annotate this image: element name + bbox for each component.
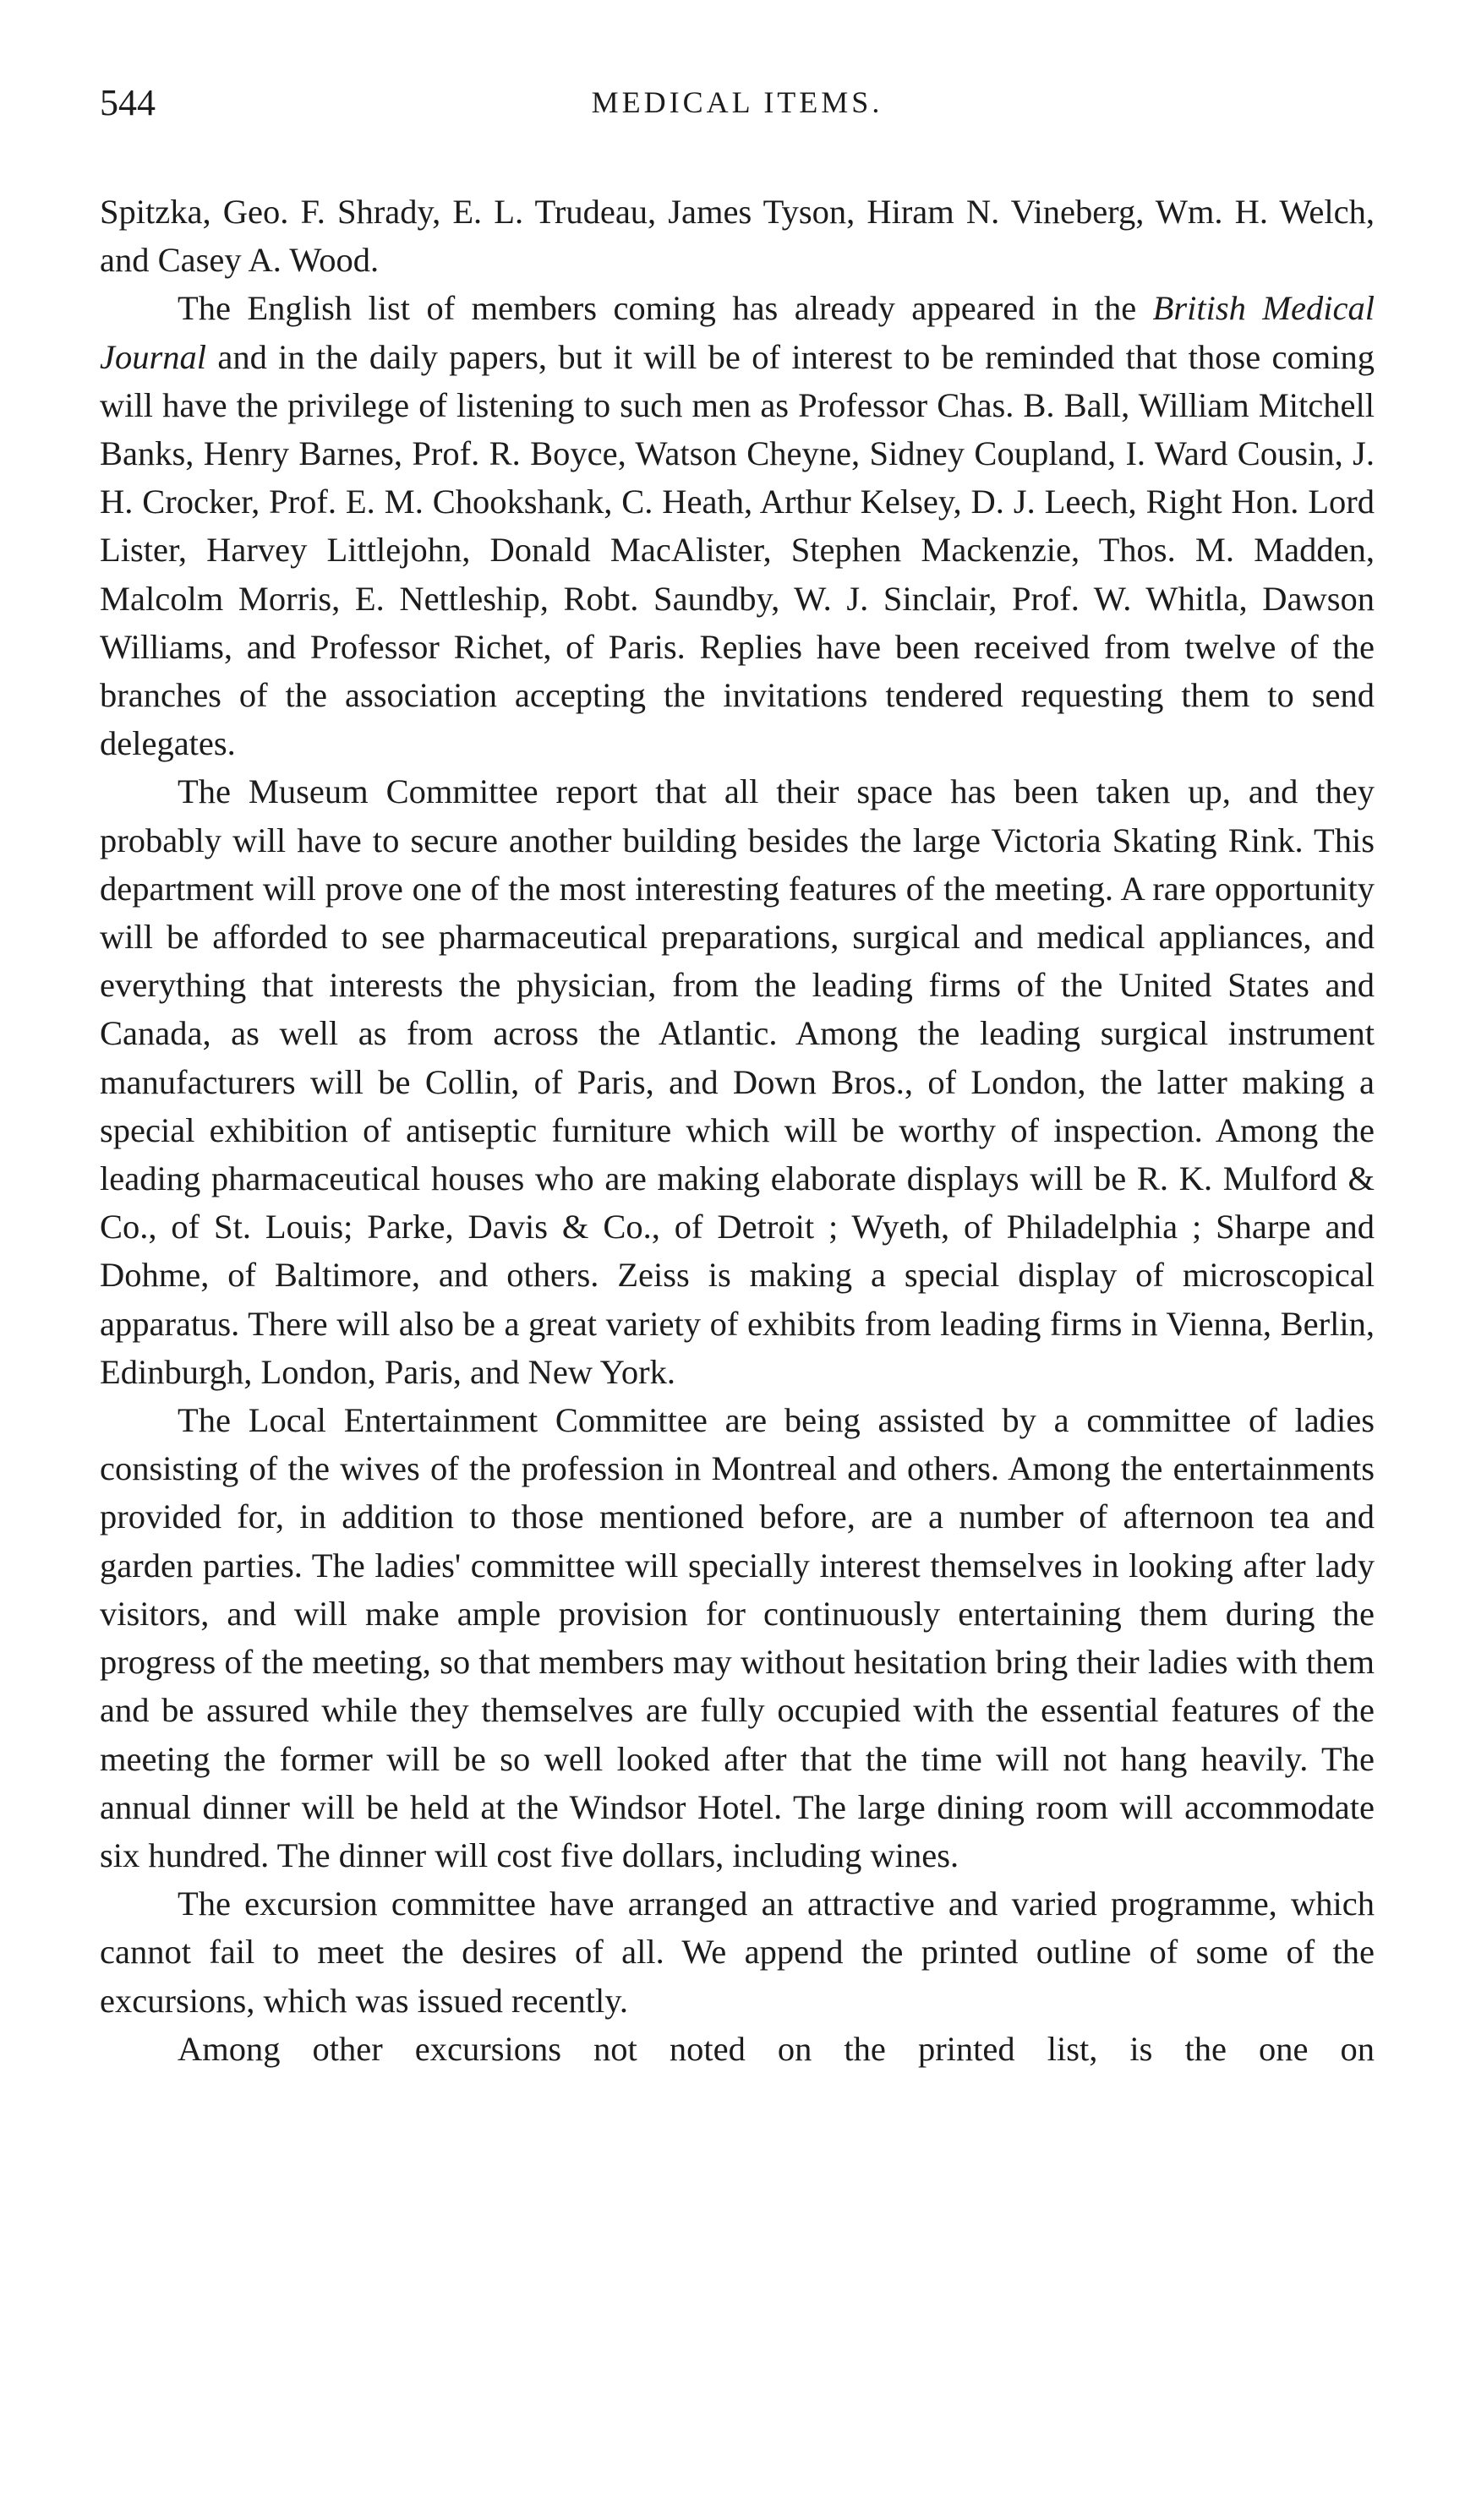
paragraph-museum-committee: The Museum Committee report that all their space has been taken up, and they probably will have to secure another building besides the large Victoria Skating Rink. This department will prove one of the most interesting features of the meeting. A rare opportunity will be afforded to see pharmaceutical preparations, surgical and medical appliances, and everything that interests the physician, from the leading firms of the United States and Canada, as well as from across the Atlantic. Among the leading surgical instrument manufacturers will be Collin, of Paris, and Down Bros., of London, the latter making a special exhibition of antiseptic furniture which will be worthy of inspection. Among the leading pharmaceutical houses who are making elaborate displays will be R. K. Mulford & Co., of St. Louis; Parke, Davis & Co., of Detroit ; Wyeth, of Philadelphia ; Sharpe and Dohme, of Baltimore, and others. Zeiss is making a special display of microscopical apparatus. There will also be a great variety of exhibits from leading firms in Vienna, Berlin, Edinburgh, London, Paris, and New York. — [100, 772, 1375, 1391]
paragraph-excursion-committee: The excursion committee have arranged an attractive and varied programme, which cannot fail to meet the desires of all. We append the printed outline of some of the excursions, which was issued recently. — [100, 1885, 1375, 2020]
paragraph-entertainment-committee: The Local Entertainment Committee are being assisted by a committee of ladies consisting of the wives of the profession in Montreal and others. Among the entertainments provided for, in addition to those mentioned before, are a number of afternoon tea and garden parties. The ladies' committee will specially interest themselves in looking after lady visitors, and will make ample provision for continuously entertaining them during the progress of the meeting, so that members may without hesitation bring their ladies with them and be assured while they themselves are fully occupied with the essential features of the meeting the former will be so well looked after that the time will not hang heavily. The annual dinner will be held at the Windsor Hotel. The large dining room will accommodate six hundred. The dinner will cost five dollars, including wines. — [100, 1401, 1375, 1874]
paragraph-text: The English list of members coming has already appeared in the — [178, 289, 1153, 328]
journal-title: British Medical Journal — [100, 289, 1375, 376]
paragraph-other-excursions: Among other excursions not noted on the printed list, is the one on — [178, 2029, 1375, 2068]
paragraph-continuation: Spitzka, Geo. F. Shrady, E. L. Trudeau, James Tyson, Hiram N. Vineberg, Wm. H. Welch, and Casey A. Wood. — [100, 193, 1375, 280]
paragraph-text: and in the daily papers, but it will be of interest to be reminded that those coming will have the privilege of listening to such men as Professor Chas. B. Ball, William Mitchell Banks, Henry Barnes, Prof. R. Boyce, Watson Cheyne, Sidney Coupland, I. Ward Cousin, J. H. Crocker, Prof. E. M. Chookshank, C. Heath, Arthur Kelsey, D. J. Leech, Right Hon. Lord Lister, Harvey Littlejohn, Donald MacAlister, Stephen Mackenzie, Thos. M. Madden, Malcolm Morris, E. Nettleship, Robt. Saundby, W. J. Sinclair, Prof. W. Whitla, Dawson Williams, and Professor Richet, of Paris. Replies have been received from twelve of the branches of the association accepting the invitations tendered requesting them to send delegates. — [100, 337, 1375, 763]
body-text — [100, 188, 1375, 2073]
page-number: 544 — [100, 82, 156, 123]
book-page — [100, 81, 1375, 2073]
paragraph-english-members — [100, 284, 1375, 767]
running-title: MEDICAL ITEMS. — [591, 85, 883, 119]
running-head — [100, 81, 1375, 132]
